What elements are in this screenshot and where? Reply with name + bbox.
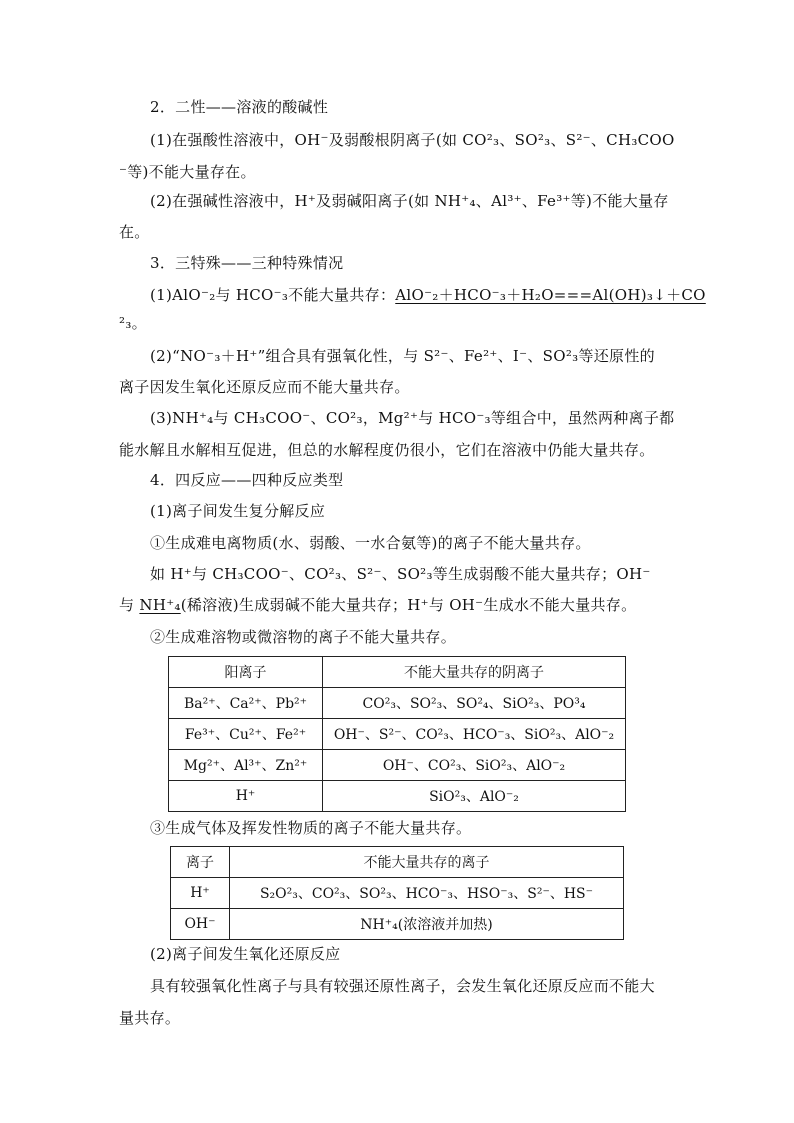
paragraph-line: (2)离子间发生氧化还原反应 <box>150 945 341 963</box>
heading-two-properties: 2．二性——溶液的酸碱性 <box>150 98 329 116</box>
table-header: 不能大量共存的阴离子 <box>323 657 626 688</box>
paragraph-line: ③生成气体及挥发性物质的离子不能大量共存。 <box>150 819 472 837</box>
table-row <box>169 688 626 719</box>
paragraph-line: 在。 <box>119 223 150 241</box>
table-header: 不能大量共存的离子 <box>230 847 624 878</box>
table-cell: H⁺ <box>169 781 323 812</box>
table-cell: Fe³⁺、Cu²⁺、Fe²⁺ <box>169 719 323 750</box>
text-span: (稀溶液)生成弱碱不能大量共存；H⁺与 OH⁻生成水不能大量共存。 <box>180 596 637 614</box>
table-cell: OH⁻、S²⁻、CO²₃、HCO⁻₃、SiO²₃、AlO⁻₂ <box>323 719 626 750</box>
ion-table <box>170 846 624 940</box>
paragraph-line <box>119 595 679 615</box>
table-cell: Ba²⁺、Ca²⁺、Pb²⁺ <box>169 688 323 719</box>
paragraph-line: ①生成难电离物质(水、弱酸、一水合氨等)的离子不能大量共存。 <box>150 534 591 552</box>
table-cell: H⁺ <box>171 878 230 909</box>
table-cell: OH⁻ <box>171 909 230 940</box>
table-header-row <box>169 657 626 688</box>
table-cell: SiO²₃、AlO⁻₂ <box>323 781 626 812</box>
paragraph-line: ②生成难溶物或微溶物的离子不能大量共存。 <box>150 628 457 646</box>
table-cell: S₂O²₃、CO²₃、SO²₃、HCO⁻₃、HSO⁻₃、S²⁻、HS⁻ <box>230 878 624 909</box>
table-cell: CO²₃、SO²₃、SO²₄、SiO²₃、PO³₄ <box>323 688 626 719</box>
paragraph-line: 具有较强氧化性离子与具有较强还原性离子，会发生氧化还原反应而不能大 <box>150 977 655 995</box>
table-row <box>171 878 624 909</box>
paragraph-line: 量共存。 <box>119 1009 181 1027</box>
paragraph-line: (1)离子间发生复分解反应 <box>150 502 326 520</box>
table-header: 离子 <box>171 847 230 878</box>
heading-three-special: 3．三特殊——三种特殊情况 <box>150 254 344 272</box>
paragraph-line <box>150 285 710 305</box>
table-row <box>169 719 626 750</box>
table-cell: OH⁻、CO²₃、SiO²₃、AlO⁻₂ <box>323 750 626 781</box>
table-row <box>169 750 626 781</box>
paragraph-line: 如 H⁺与 CH₃COO⁻、CO²₃、S²⁻、SO²₃等生成弱酸不能大量共存；OH⁻ <box>150 565 651 583</box>
table-row <box>169 781 626 812</box>
table-row <box>171 909 624 940</box>
ion-underlined: NH⁺₄ <box>139 596 181 614</box>
table-header: 阳离子 <box>169 657 323 688</box>
paragraph-line: (2)在强碱性溶液中，H⁺及弱碱阳离子(如 NH⁺₄、Al³⁺、Fe³⁺等)不能大量存 <box>150 192 669 210</box>
paragraph-line: 离子因发生氧化还原反应而不能大量共存。 <box>119 378 410 396</box>
table-cell: NH⁺₄(浓溶液并加热) <box>230 909 624 940</box>
table-header-row <box>171 847 624 878</box>
text-span: 与 <box>119 596 135 614</box>
cation-table <box>168 656 626 812</box>
paragraph-line: ²₃。 <box>119 314 147 332</box>
paragraph-line: 能水解且水解相互促进，但总的水解程度仍很小，它们在溶液中仍能大量共存。 <box>119 441 655 459</box>
text-span: (1)AlO⁻₂与 HCO⁻₃不能大量共存： <box>150 286 396 304</box>
paragraph-line: (2)“NO⁻₃＋H⁺”组合具有强氧化性，与 S²⁻、Fe²⁺、I⁻、SO²₃等还原性的 <box>150 347 655 365</box>
paragraph-line: (3)NH⁺₄与 CH₃COO⁻、CO²₃，Mg²⁺与 HCO⁻₃等组合中，虽然两种离子都 <box>150 409 675 427</box>
paragraph-line: (1)在强酸性溶液中，OH⁻及弱酸根阴离子(如 CO²₃、SO²₃、S²⁻、CH₃COO <box>150 131 675 149</box>
table-cell: Mg²⁺、Al³⁺、Zn²⁺ <box>169 750 323 781</box>
heading-four-reactions: 4．四反应——四种反应类型 <box>150 471 344 489</box>
paragraph-line: ⁻等)不能大量存在。 <box>119 163 256 181</box>
equation-underlined: AlO⁻₂＋HCO⁻₃＋H₂O===Al(OH)₃↓＋CO <box>395 286 706 304</box>
